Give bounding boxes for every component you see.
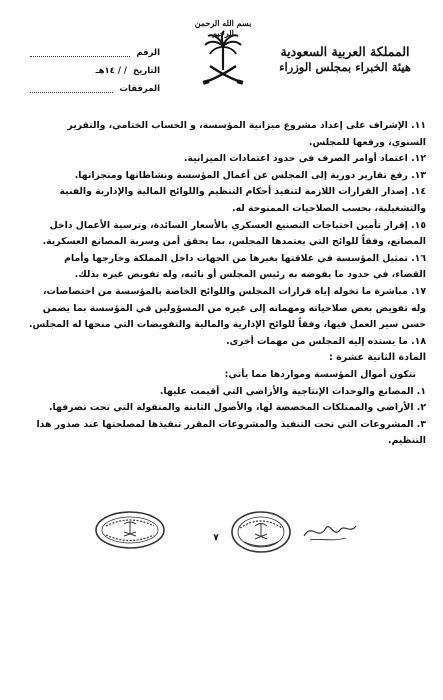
item-18: ١٨. ما يسنده إليه المجلس من مهمات أخرى. bbox=[226, 335, 426, 347]
date-label: التاريخ bbox=[133, 66, 160, 76]
item-12: ١٢. اعتماد أوامر الصرف في حدود اعتمادات الميزانية. bbox=[183, 153, 426, 165]
reference-row bbox=[30, 44, 160, 62]
bismillah: بسم الله الرحمن الرحيم bbox=[194, 18, 252, 38]
authority-name: هيئة الخبراء بمجلس الوزراء bbox=[279, 60, 411, 74]
letter-reference-block bbox=[30, 44, 160, 98]
item-14: ١٤. إصدار القرارات اللازمة لتنفيذ أحكام التنظيم واللوائح المالية والإدارية والفنية والتشغيلية، بحسب الصلاحيات الممنوحة له. bbox=[59, 186, 426, 214]
document-body bbox=[28, 118, 426, 450]
official-seal-center-icon bbox=[230, 510, 292, 554]
item-11: ١١. الإشراف على إعداد مشروع ميزانية المؤسسة، و الحساب الختامي، والتقرير السنوي، ورفعها للمجلس. bbox=[67, 120, 426, 148]
article-point-1: ١. المصانع والوحدات الإنتاجية والأراضي التي أقيمت عليها. bbox=[159, 385, 426, 397]
attachments-row bbox=[30, 80, 160, 98]
item-15: ١٥. إقرار تأمين احتياجات التصنيع العسكري بالأسعار السائدة، وترسية الأعمال داخل المصانع، وفقاً للوائح التي يعتمدها المجلس، بما يحقق أمن وسرية المصانع العسكرية. bbox=[42, 219, 426, 248]
saudi-emblem-icon bbox=[200, 30, 246, 90]
article-point-3: ٣. المشروعات التي تحت التنفيذ والمشروعات المقرر تنفيذها لمصلحتها عند صدور هذا التنظيم. bbox=[36, 418, 426, 447]
article-point-2: ٢. الأراضي والممتلكات المخصصة لها، والأصول الثابتة والمنقولة التي تحت تصرفها. bbox=[49, 402, 426, 414]
article-intro: تتكون أموال المؤسسة ومواردها مما يأتي: bbox=[224, 368, 416, 380]
attachments-label: المرفقات bbox=[119, 84, 160, 94]
date-row bbox=[30, 62, 160, 80]
reference-line bbox=[30, 55, 130, 57]
date-value: / / ١٤هـ bbox=[95, 66, 128, 76]
item-13: ١٣. رفع تقارير دورية إلى المجلس عن أعمال المؤسسة ونشاطاتها ومنجزاتها. bbox=[74, 169, 426, 181]
article-heading: المادة الثانية عشرة : bbox=[328, 352, 426, 364]
reference-label: الرقم bbox=[136, 48, 160, 58]
official-seal-left-icon bbox=[94, 510, 166, 550]
kingdom-name: المملكة العربية السعودية bbox=[280, 44, 410, 59]
page-number: ٧ bbox=[213, 533, 219, 543]
handwritten-signature-icon bbox=[300, 516, 360, 546]
letterhead-authority bbox=[261, 44, 429, 75]
item-16: ١٦. تمثيل المؤسسة في علاقتها بغيرها من الجهات داخل المملكة وخارجها وأمام القضاء، في حدود ما يفوضه به رئيس المجلس أو نائبه، وله تفويض غيره بذلك. bbox=[64, 252, 426, 281]
item-17: ١٧. مباشرة ما تخوله إياه قرارات المجلس واللوائح الخاصة بالمؤسسة من اختصاصات، وله تفويض بعض صلاحياته ومهماته إلى غيره من المسؤولين في المؤسسة بما يضمن حسن سير العمل فيها، وفقاً للوائح الإدارية والمالية والتفويضات التي منحها له المجلس. bbox=[28, 285, 426, 331]
attachments-line bbox=[30, 91, 113, 93]
